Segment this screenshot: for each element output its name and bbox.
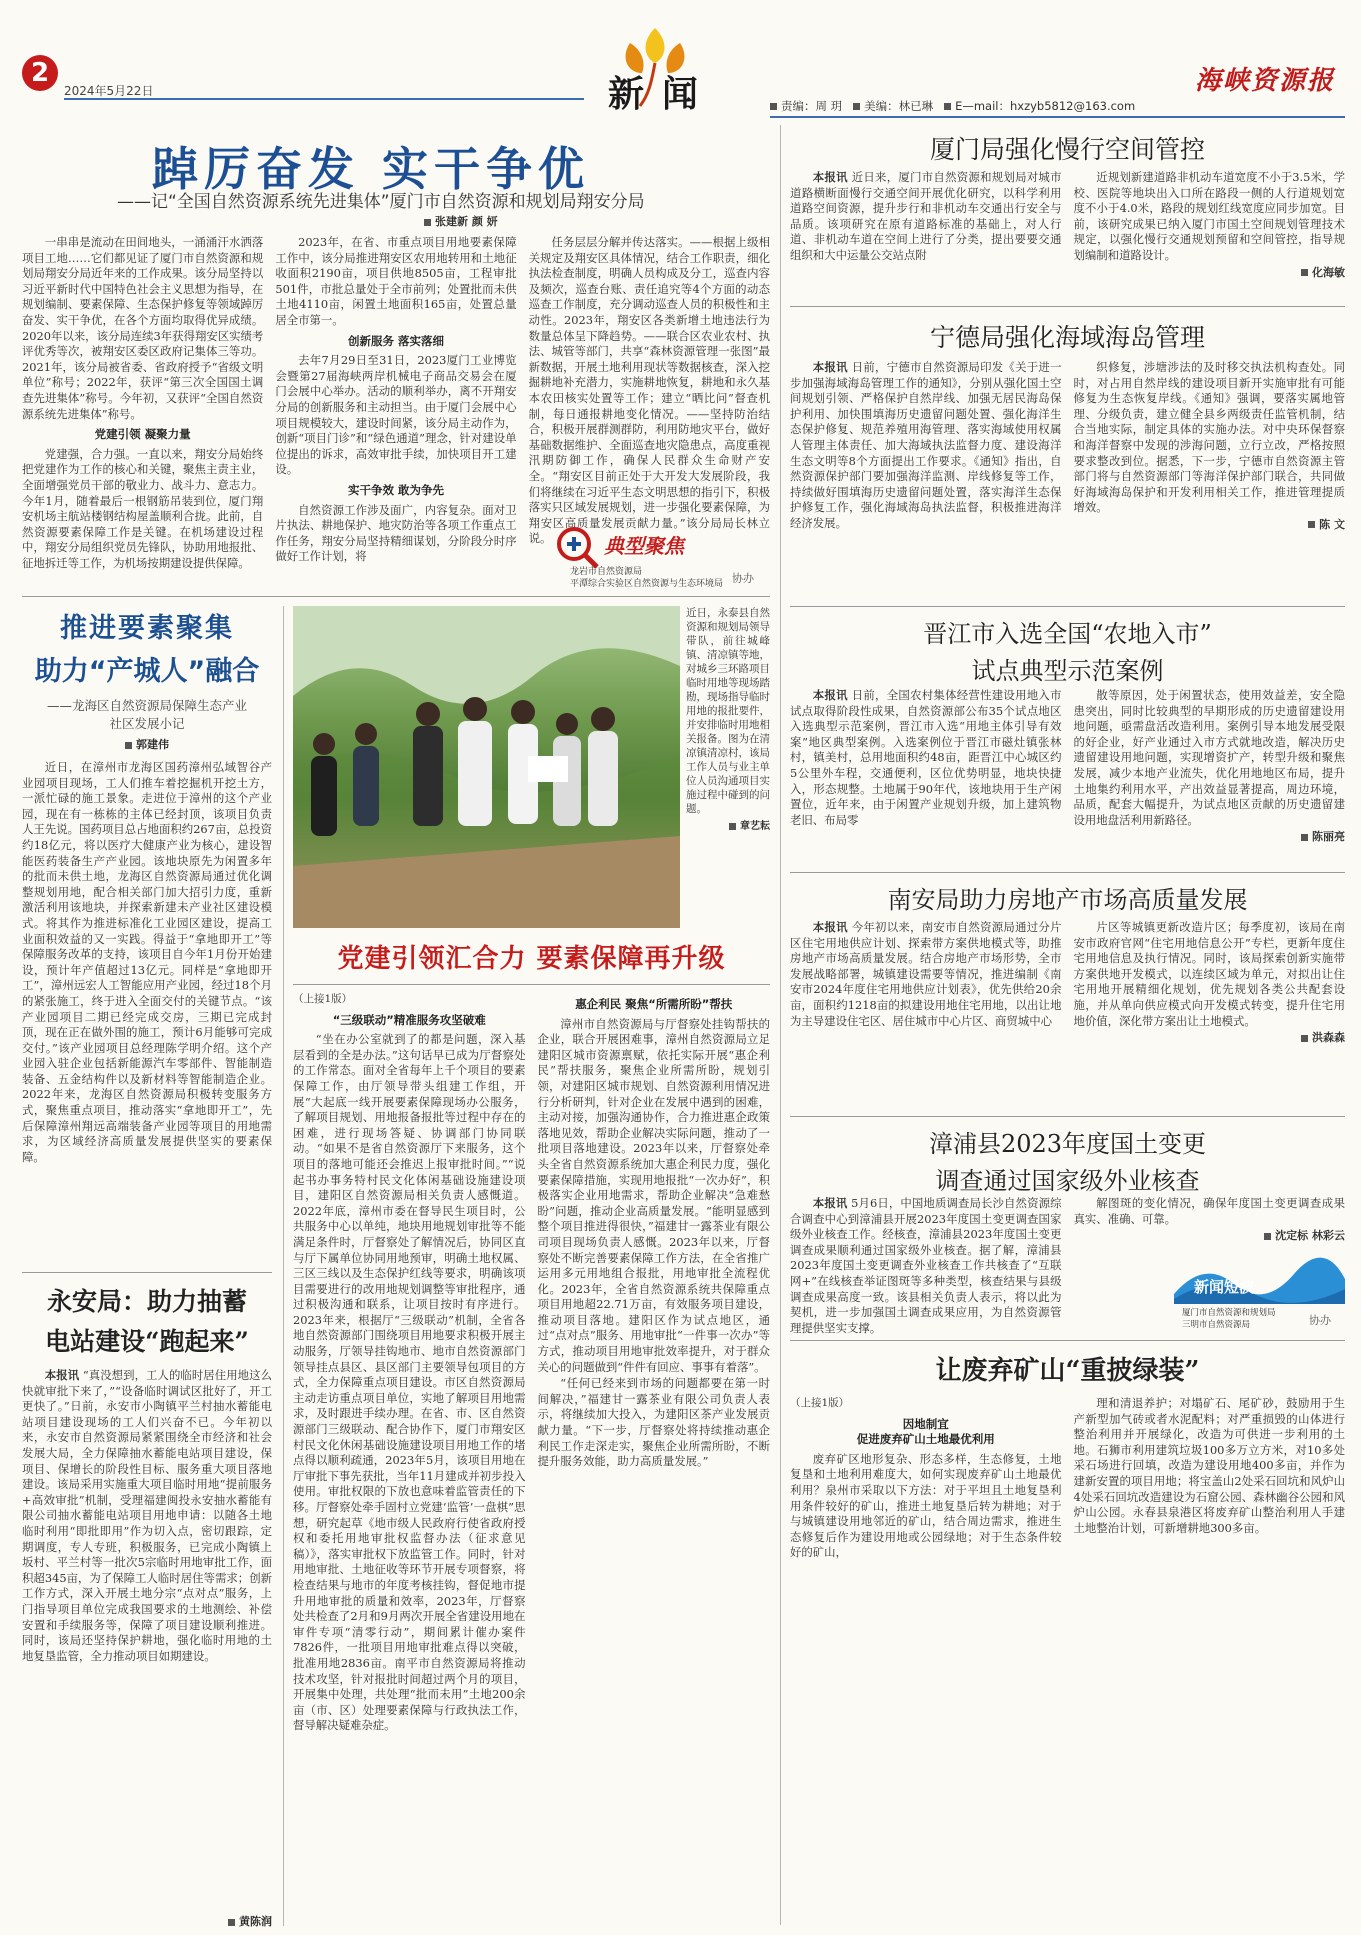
right3-title-1: 晋江市入选全国“农地入市”: [923, 620, 1212, 648]
divider-left-bottom: [22, 1272, 272, 1273]
right2-lead-label: 本报讯: [812, 360, 848, 374]
right-article-xiamen: [790, 130, 1345, 302]
left-mid-title-2: 助力“产城人”融合: [34, 656, 260, 687]
right-article-zhangpu: [790, 1124, 1345, 1334]
right3-body: 本报讯 日前，全国农村集体经营性建设用地入市试点取得阶段性成果，自然资源部公布35个试点地区入选典型示范案例，晋江市入选“用地主体引导有效案”地区典型案例。入选案例位于晋江市磁灶镇张林村，镇美村，总用地面积约48亩，距晋江中心城区约5公里外车程，交通便利，区位优势明显，地块快捷入，形态规整。土地属于90年代，该地块用于生产闲置位，近年来，由于闲置产业规划升级，加上建筑物老旧、布局零 散等原因，处于闲置状态，使用效益差，安全隐患突出，同时比较典型的早期形成的历史遗留建设用地问题，亟需盘活改造利用。案例引导本地发展受限的好企业，好产业通过入市方式就地改造，解决历史遗留建设用地问题，实现增资扩产，转型升级和聚焦发展，减少本地产业流失，优化用地地区布局，提升土地集约利用水平，产出效益显著提高，周边环境，品质，配套大幅提升，为试点地区贡献的历史遗留建设用地盘活利用新路径。 陈丽亮: [790, 688, 1345, 844]
center-title-underline: [293, 984, 770, 985]
left-bottom-lead-label: 本报讯: [44, 1368, 80, 1382]
news-shortwave-logo: [1174, 1254, 1345, 1334]
photo-byline: 章艺耘: [686, 820, 770, 834]
section-title: 新闻: [608, 73, 717, 115]
center-kicker-2: 惠企利民 聚焦“所需所盼”帮扶: [575, 997, 733, 1011]
news-sponsor-1: 厦门市自然资源和规划局: [1182, 1308, 1276, 1318]
page-number-badge: 2: [22, 55, 58, 91]
divider-right-4: [790, 1116, 1345, 1117]
right1-body: 本报讯 近日来，厦门市自然资源和规划局对城市道路横断面慢行交通空间开展优化研究，以科学利用道路空间资源，提升步行和非机动车交通出行安全与品质。该项研究在原有道路标准的基础上，对人行道、非机动车道在空间上进行了分类，提出要要交通组织和大中运量公交站点附 近规划新建道路非机动车道宽度不小于3.5米，学校、医院等地块出入口所在路段一侧的人行道规划宽度不小于4.0米，路段的规划红线宽度应同步加宽。目前，该研究成果已纳入厦门市国土空间规划管理技术规定，以强化慢行交通规划预留和空间管控，指导规划编制和道路设计。 化海敏: [790, 170, 1345, 279]
center-title: 党建引领汇合力 要素保障再升级: [337, 944, 726, 974]
left-mid-title-1: 推进要素聚集: [60, 613, 234, 644]
center-kicker-1: “三级联动”精准服务攻坚破难: [332, 1012, 486, 1027]
credit-line: [770, 98, 1350, 114]
typical-sponsor-tag: 协办: [732, 572, 754, 585]
left-bottom-byline: 黄陈润: [22, 1913, 272, 1929]
typical-sponsor-2: 平潭综合实验区自然资源与生态环境局: [570, 579, 724, 589]
divider-left-center: [283, 606, 284, 1926]
lead-kicker-2: 创新服务 落实落细: [347, 333, 444, 348]
right6-title: 让废弃矿山“重披绿装”: [935, 1356, 1200, 1386]
right5-body: 本报讯 5月6日，中国地质调查局长沙自然资源综合调查中心到漳浦县开展2023年度国土变更调查国家级外业核查工作。经核查，漳浦县2023年度国土变更调查成果顺利通过国家级外业核查。据了解，漳浦县2023年度国土变更调查外业核查工作共核查了“互联网+”在线核查举证图斑等多种类型，核查结果与县级调查成果高度一致。该县相关负责人表示，将以此为契机，进一步加强国土调查成果应用，为自然资源管理提供坚实支撑。 解图斑的变化情况，确保年度国土变更调查成果真实、准确、可靠。 沈定标 林彩云: [790, 1196, 1345, 1334]
left-bottom-title-2: 电站建设“跑起来”: [45, 1327, 249, 1356]
photo-caption: 近日，永泰县自然资源和规划局领导带队，前往城峰镇、清凉镇等地，对城乡三环路项目临时用地等现场踏勘，现场指导临时用地的报批要件，并安排临时用地相关报备。图为在清凉镇清凉村，该局工作人员与业主单位人员沟通项目实施过程中碰到的问题。 章艺耘: [686, 607, 770, 832]
right5-title-1: 漳浦县2023年度国土变更: [928, 1130, 1207, 1158]
photo-scene: [293, 606, 680, 928]
lead-article: [22, 125, 770, 595]
lead-kicker-3: 实干争效 敢为争先: [347, 482, 444, 497]
center-col-1: （上接1版） “三级联动”精准服务攻坚破难 “坐在办公室就到了的都是问题，深入基层看到的全是办法。”这句话早已成为厅督察处的工作常态。面对全省每年上千个项目的要素保障工作，由厅领导带头组建工作组，开展“大起底一线开展要素保障现场办公服务，了解项目规划、用地报备报批等过程中存在的困难，进行现场答疑、协调部门协同联动。“如果不是省自然资源厅下来服务，这个项目的落地可能还会推迟上报审批时间。”“说起书办事务特村民文化体闲基础设施建设项目，建阳区自然资源局相关负责人感慨道。2022年底，漳州市委在督导民生项目时，公共服务中心以单纯，地块用地规划审批等不能满足条件时，厅督察处了解情况后，协同区直与厅下属单位协同用地预审，明确土地权属、三区三线以及生态保护红线等要求，明确该项目需要进行的改用地规划调整等审批程序，通过积极沟通和联系，让项目按时有序进行。2023年来，根据厅“三级联动”机制，全省各地自然资源部门围绕项目用地要求积极开展主动服务，厅领导挂钩地市、地市自然资源部门领导挂点县区、县区部门主要领导包项目的方式，全力保障重点项目建设。市区自然资源局主动走访重点项目单位，实地了解项目用地需求，及时跟进手续办理。在省、市、区自然资源部门三级联动、配合协作下，厦门市翔安区村民文化休闲基础设施建设项目用地工作的堵点得以顺利疏通，2023年5月，该项目用地在厅审批下事先获批，当年11月建成并初步投入使用。审批权限的下放也意味着监管责任的下移。厅督察处牵手固村立党建‘监管’一盘棋”思想，研究起草《地市级人民政府行使省政府授权和委托用地审批权监督办法（征求意见稿）》，落实审批权下放监管工作。同时，针对用地审批、土地征收等环节开展专项督察，将检查结果与地市的年度考核挂钩，督促地市提升用地审批的质量和效率，2023年，厅督察处共检查了2月和9月两次开展全省建设用地在审件专项“清零行动”，期间累计催办案件7826件，一批项目用地审批难点得以突破，批准用地2836亩。南平市自然资源局将推动技术攻坚，针对报批时间超过两个月的项目，开展集中处理，共处理“批而未用”土地200余亩（市、区）处理要素保障与行政执法工作，督导解决疑难杂症。: [293, 993, 526, 1733]
editor-credit: 责编：周 玥: [781, 99, 843, 113]
divider-right-5: [790, 1340, 1345, 1341]
lead-title: 踔厉奋发 实干争优: [152, 142, 591, 196]
right5-lead-label: 本报讯: [812, 1196, 848, 1210]
right5-title-2: 调查通过国家级外业核查: [935, 1167, 1200, 1195]
right1-byline: 化海敏: [1074, 265, 1346, 281]
right-article-nanan: [790, 880, 1345, 1110]
divider-center-right: [780, 125, 781, 1925]
left-bottom-title-1: 永安局：助力抽蓄: [46, 1287, 247, 1316]
left-mid-byline: 郭建伟: [22, 736, 272, 752]
right-article-jinjiang: [790, 614, 1345, 866]
divider-right-1: [790, 306, 1345, 307]
divider-right-3: [790, 872, 1345, 873]
right4-body: 本报讯 今年初以来，南安市自然资源局通过分片区住宅用地供应计划、探索带方案供地模式等，助推房地产市场高质量发展。结合房地产市场形势，全市发展战略部署，城镇建设需要等情况，推进编制《南安市2024年度住宅用地供应计划表》，优先供给20余亩，面积约1218亩的拟建设用地住宅用地，以出让地为主导建设住宅区、居住城市中心片区、商贸城中心 片区等城镇更新改造片区；每季度初，该局在南安市政府官网“住宅用地信息公开”专栏，更新年度住宅用地信息及执行情况。同时，该局探索创新实施带方案供地开发模式，以连续区域为单元，对拟出让住宅用地开展精细化规划，优先规划各类公共配套设施，并从单向供应模式向开发模式转变，提升住宅用地价值，深化带方案出让土地模式。 洪森森: [790, 920, 1345, 1045]
email-credit: E—mail：hxzyb5812@163.com: [955, 99, 1136, 113]
typical-sponsor-1: 龙岩市自然资源局: [570, 567, 643, 577]
left-bottom-body: 本报讯 “真没想到，工人的临时居住用地这么快就审批下来了，”“设备临时调试区批好了，开工更快了。”日前，永安市小陶镇平兰村抽水蓄能电站项目建设现场的工人们兴奋不已。今年初以来，永安市自然资源局紧紧围绕全市经济和社会发展大局，全力保障抽水蓄能电站项目建设，保项目、保增长的阶段性目标、服务重大项目落地建设。该局采用实施重大项目临时用地“提前服务+高效审批”机制，受理福建闽投永安抽水蓄能有限公司抽水蓄能电站项目用地申请：以随各土地临时利用“即批即用”作为切入点，密切跟踪，定期调度，专人专班，积极服务，已完成小陶镇上坂村、平兰村等一批次5宗临时用地审批工作，面积超345亩，为了保障工人临时居住等需求；创新工作方式，深入开展土地分宗“点对点”服务，上门指导项目单位完成我国要求的土地测绘、补偿安置和手续服务等，保障了项目建设顺利推进。同时，该局还坚持保护耕地，强化临时用地的土地复垦监管，全力推动项目如期建设。: [22, 1368, 272, 1663]
page-date: 2024年5月22日: [64, 84, 154, 98]
center-body: [293, 992, 770, 1922]
right3-title-2: 试点典型示范案例: [971, 657, 1164, 685]
right1-title: 厦门局强化慢行空间管控: [929, 135, 1205, 164]
lead-col-3: 任务层层分解并传达落实。——根据上级相关规定及翔安区具体情况，结合工作职责，细化执法检查制度，明确人员构成及分工，巡查内容及频次，巡查台账、责任追究等4个方面的动态巡查工作制度，充分调动巡查人员的积极性和主动性。2023年，翔安区各类新增土地违法行为数量总体呈下降趋势。——联合区农业农村、执法、城管等部门，共享“森林资源管理一张图”最新数据，开展土地利用现状等数据核查，深入挖掘耕地补充潜力，实施耕地恢复，耕地和永久基本农田核实处置等工作；建立“晒比问”督查机制，每日通报耕地变化情况。——坚持防治结合，积极开展群测群防，利用防地灾平台，做好基础数据维护、全面巡查地灾隐患点，高度重视汛期防御工作，确保人民群众生命财产安全。“翔安区目前正处于大开发大发展阶段，我们将继续在习近平生态文明思想的指引下，积极落实只区域发展规划，进一步强化要素保障，为翔安区高质量发展贡献力量。”该分局局长林立说。: [528, 235, 770, 545]
right4-byline: 洪森森: [1074, 1030, 1346, 1046]
lead-col-1: 一串串是流动在田间地头，一涌涌汗水洒落项目工地……它们都见证了厦门市自然资源和规划局翔安分局近年来的工作成果。该分局坚持以习近平新时代中国特色社会主义思想为指导，在规划编制、要素保障、生态保护修复等领域踔厉奋发、实干争优，在各个方面均取得优异成绩。2020年以来，该分局连续3年获得翔安区实绩考评优秀等次，被翔安区委区政府记集体三等功。2021年，该分局被省委、省政府授予“省级文明单位”称号；2022年，获评“第三次全国国土调查先进集体”称号。今年初，又获评“全国自然资源系统先进集体”称号。 党建引领 凝聚力量 党建强，合力强。一直以来，翔安分局始终把党建作为工作的核心和关键，聚焦主责主业，全面增强党员干部的敬业力、战斗力、意志力。今年1月，随着最后一根钢筋吊装到位，厦门翔安机场主航站楼钢结构屋盖顺利合拢。此前，自然资源要素保障工作是关键。在机场建设过程中，翔安分局组织党员先锋队，协助用地报批、征地拆迁等工作，为机场按期建设提供保障。: [22, 235, 264, 570]
lead-subtitle: ——记“全国自然资源系统先进集体”厦门市自然资源和规划局翔安分局: [117, 192, 645, 212]
right4-lead-label: 本报讯: [812, 920, 848, 934]
paper-name: 海峡资源报: [1195, 66, 1336, 96]
right3-lead-label: 本报讯: [812, 688, 848, 702]
right2-body: 本报讯 日前，宁德市自然资源局印发《关于进一步加强海域海岛管理工作的通知》，分别从强化国土空间规划引领、严格保护自然岸线、加强无居民海岛保护利用、加快围填海历史遗留问题处置、强化海洋生态保护修复、规范养殖用海管理、落实海域使用权属人管理主体责任、加大海域执法监督力度、建设海洋生态文明等8个方面提出工作要求。《通知》指出，自然资源保护部门要加强海洋监测、岸线修复等工作，持续做好围填海历史遗留问题处置，落实海洋生态保护修复工作，强化海域海岛执法监督，积极推进海洋经济发展。 织修复，涉塘涉法的及时移交执法机构查处。同时，对占用自然岸线的建设项目新开实施审批有可能修复为生态恢复岸线。《通知》强调，要落实属地管理、分级负责，建立健全县乡两级责任监管机制，结合当地实际，制定具体的实施办法。对中央环保督察和海洋督察中发现的涉海问题，立行立改，严格按照要求整改到位。据悉，下一步，宁德市自然资源主管部门将与自然资源部门等海洋保护部门联合，共同做好海域海岛保护和开发利用相关工作，推进管理提质增效。 陈 文: [790, 360, 1345, 531]
lead-kicker-1: 党建引领 凝聚力量: [94, 427, 191, 442]
masthead: [0, 0, 1361, 115]
left-bottom-article: [22, 1282, 272, 1927]
center-article: [293, 938, 770, 1928]
left-mid-subtitle-2: 社区发展小记: [109, 716, 185, 731]
credit-underline: [770, 116, 1345, 118]
lead-col-2: 2023年，在省、市重点项目用地要素保障工作中，该分局推进翔安区农用地转用和土地征收面积2190亩，项目供地8505亩，工程审批501件，市批总量处于全市前列；处置批而未供土地4110亩，闲置土地面积165亩，处置总量居全市第一。 创新服务 落实落细 去年7月29日至31日，2023厦门工业博览会暨第27届海峡两岸机械电子商品交易会在厦门会展中心举办。活动的顺利举办，离不开翔安分局的创新服务和主动担当。由于厦门会展中心项目规模较大，建设时间紧，该分局主动作为，创新“项目门诊”和“绿色通道”理念，针对建设单位提出的诉求，高效审批手续，加快项目开工建设。 实干争效 敢为争先 自然资源工作涉及面广，内容复杂。面对卫片执法、耕地保护、地灾防治等各项工作重点工作任务，翔安分局坚持精细谋划，分阶段分时序做好工作计划，将: [275, 235, 517, 564]
right4-title: 南安局助力房地产市场高质量发展: [887, 886, 1248, 914]
news-shortwave-label: 新闻短波: [1194, 1278, 1255, 1296]
divider-right-2: [790, 606, 1345, 607]
divider-lead-bottom: [22, 596, 770, 597]
left-mid-article: [22, 606, 272, 1266]
right2-byline: 陈 文: [1074, 517, 1346, 533]
right-article-mine: [790, 1350, 1345, 1928]
typical-focus-logo: [552, 520, 772, 592]
right6-kicker: 因地制宜 促进废弃矿山土地最优利用: [856, 1416, 995, 1447]
news-photo: [293, 606, 680, 928]
right6-body: （上接1版） 因地制宜 促进废弃矿山土地最优利用 废弃矿区地形复杂、形态多样，生态修复，土地复垦和土地利用难度大，如何实现废弃矿山土地最优利用？泉州市采取以下方法：对于平坦且土地复垦利用条件较好的矿山，推进土地复垦后转为耕地；对于与城镇建设用地邻近的矿山，结合周边需求，推进生态修复后作为建设用地或公园绿地；对于生态条件较好的矿山， 理和清退养护；对塌矿石、尾矿砂，鼓励用于生产新型加气砖或者水泥配料；对严重损毁的山体进行整治利用并开展绿化，改造为可供进一步利用的土地。石狮市利用建筑垃圾100多万立方米，对10多处采石场进行回填，改造为建设用地400多亩，并作为建新安置的项目用地；将宝盖山2处采石回坑和风炉山4处采石回坑改造建设为石窟公园、森林幽谷公园和风炉山公园。永春县泉港区将废弃矿山整治利用人手建土地整治计划，可新增耕地300多亩。: [790, 1396, 1345, 1560]
typical-focus-label: 典型聚焦: [604, 534, 684, 558]
left-mid-subtitle-1: ——龙海区自然资源局保障生态产业: [46, 698, 247, 713]
center-col-2: 惠企利民 聚焦“所需所盼”帮扶 漳州市自然资源局与厅督察处挂钩帮扶的企业，联合开展困难事，漳州自然资源局立足建阳区城市资源禀赋，依托实际开展“惠企利民”帮扶服务，聚焦企业所需所盼，规划引领，对建阳区城市规划、自然资源利用情况进行分析研判，针对企业在发展中遇到的困难，主动对接，加强沟通协作，合力推进惠企政策落地见效，帮助企业解决实际问题，推动了一批项目落地建设。2023年以来，厅督察处牵头全省自然资源系统加大惠企利民力度，强化要素保障措施，实现用地报批“一次办好”，积极落实企业用地需求，帮助企业解决“急难愁盼”问题，推动企业高质量发展。“能明显感到整个项目推进得很快，”福建甘一露茶业有限公司项目现场负责人感慨。2023年以来，厅督察处不断完善要素保障工作方法，在全省推广运用多元用地组合报批，用地审批全流程优化。2023年，全省自然资源系统共保障重点项目用地超22.71万亩，有效服务项目建设，推动项目落地。建阳区作为试点地区，通过“点对点”服务、用地审批“一件事一次办”等方式，推动项目用地审批效率提升，对于群众关心的问题做到“件件有回应、事事有着落”。 “任何已经来到市场的问题都要在第一时间解决，”福建甘一露茶业有限公司负责人表示，将继续加大投入，为建阳区茶产业发展贡献力量。“下一步，厅督察处将持续推动惠企利民工作走深走实，聚焦企业所需所盼，不断提升服务效能，助力高质量发展。”: [537, 997, 770, 1469]
date-underline: [64, 98, 584, 100]
right6-continued: （上接1版）: [790, 1397, 850, 1409]
right1-lead-label: 本报讯: [812, 170, 848, 184]
news-sponsor-2: 三明市自然资源局: [1182, 1320, 1251, 1330]
designer-credit: 美编：林已琳: [864, 99, 934, 113]
lead-byline: 张建新 颜 妍: [424, 213, 498, 229]
center-continued: （上接1版）: [293, 993, 353, 1005]
right5-byline: 沈定标 林彩云: [1074, 1228, 1346, 1244]
right-article-ningde: [790, 318, 1345, 600]
right3-byline: 陈丽亮: [1074, 829, 1346, 845]
left-mid-body: 近日，在漳州市龙海区国药漳州弘域智谷产业园项目现场，工人们推车着挖掘机开挖土方，一派忙碌的施工景象。走进位于漳州的这个产业园，现在有一栋栋的主体已经封顶，该项目负责人王先说。国药项目总占地面积约267亩，总投资约18亿元，将以医疗大健康产业为核心，建设智能医药装备生产产业园。该地块原先为闲置多年的批而未供土地，龙海区自然资源局通过优化调整规划用地，配合相关部门加大招引力度，重新激活利用该地块，并探索新建未产业社区建设模式。将其作为推进标准化工业园区建设，提高工业面积效益的又一实践。得益于“拿地即开工”等保障服务改革的支持，该项目自今年1月份开始建设，预计年产值超过13亿元。同样是“拿地即开工”，漳州远宏人工智能应用产业园，经过18个月的紧张施工，终于进入全面交付的关键节点。“该产业园项目二期已经完成交房，三期已完成封顶，现在正在做外围的施工，预计6月能够可完成交付。”该产业园项目总经理陈学明介绍。这个产业园入驻企业包括新能源汽车零部件、智能制造装备、五金结构件以及新材料等智能制造企业。2022年来，龙海区自然资源局积极转变服务方式，聚焦重点项目，推动落实“拿地即开工”，先后保障漳州翔远高端装备产业园等项目的用地需求，为区域经济高质量发展提供坚实的要素保障。: [22, 760, 272, 1164]
news-sponsor-tag: 协办: [1309, 1314, 1331, 1327]
right2-title: 宁德局强化海域海岛管理: [929, 323, 1205, 352]
